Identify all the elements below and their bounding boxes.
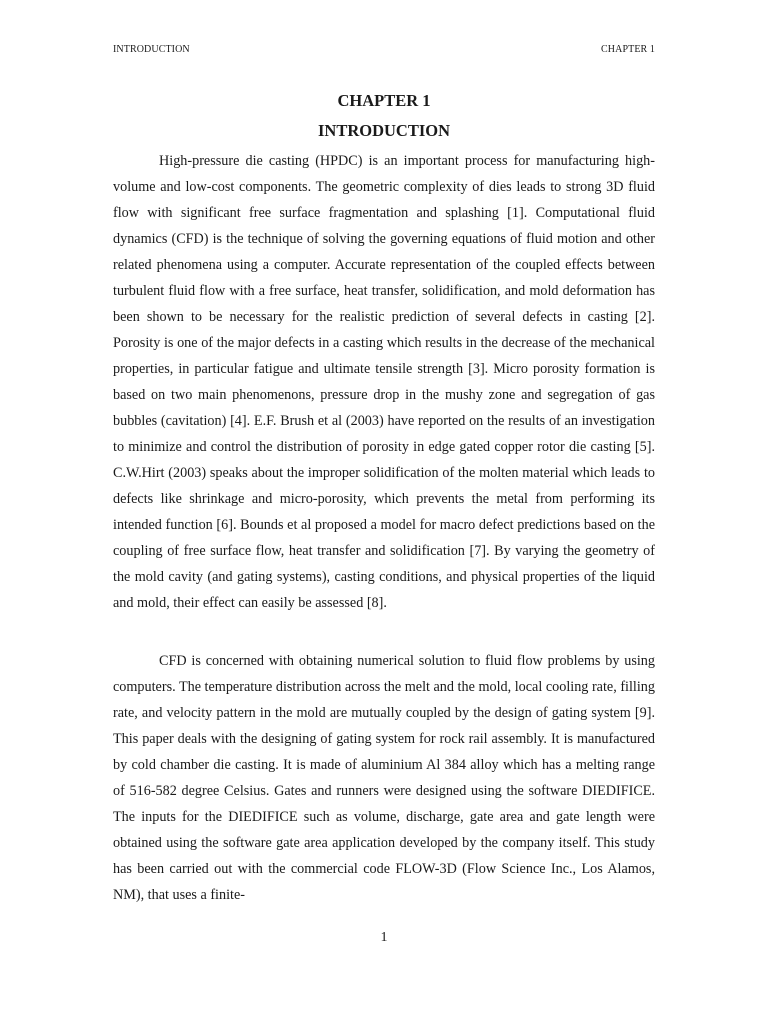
page-number: 1 xyxy=(380,930,388,945)
body-paragraph: High-pressure die casting (HPDC) is an important process for manufacturing high-volume and low-cost components. The geometric complexity of dies leads to strong 3D fluid flow with significant free surface fragmentation and splashing [1]. Computational fluid dynamics (CFD) is the technique of solving the governing equations of fluid motion and other related phenomena using a computer. Accurate representation of the coupled effects between turbulent fluid flow with a free surface, heat transfer, solidification, and mold deformation has been shown to be necessary for the realistic prediction of several defects in casting [2]. Porosity is one of the major defects in a casting which results in the decrease of the mechanical properties, in particular fatigue and ultimate tensile strength [3]. Micro porosity formation is based on two main phenomenons, pressure drop in the mushy zone and segregation of gas bubbles (cavitation) [4]. E.F. Brush et al (2003) have reported on the results of an investigation to minimize and control the distribution of porosity in edge gated copper rotor die casting [5]. C.W.Hirt (2003) speaks about the improper solidification of the molten material which leads to defects like shrinkage and micro-porosity, which prevents the metal from performing its intended function [6]. Bounds et al proposed a model for macro defect predictions based on the coupling of free surface flow, heat transfer and solidification [7]. By varying the geometry of the mold cavity (and gating systems), casting conditions, and physical properties of the liquid and mold, their effect can easily be assessed [8]. xyxy=(113,153,655,611)
chapter-title-heading: INTRODUCTION xyxy=(317,121,451,140)
body-paragraph: CFD is concerned with obtaining numerical solution to fluid flow problems by using computers. The temperature distribution across the melt and the mold, local cooling rate, filling rate, and velocity pattern in the mold are mutually coupled by the design of gating system [9]. This paper deals with the designing of gating system for rock rail assembly. It is manufactured by cold chamber die casting. It is made of aluminium Al 384 alloy which has a melting range of 516-582 degree Celsius. Gates and runners were designed using the software DIEDIFICE. The inputs for the DIEDIFICE such as volume, discharge, gate area and gate length were obtained using the software gate area application developed by the company itself. This study has been carried out with the commercial code FLOW-3D (Flow Science Inc., Los Alamos, NM), that uses a finite- xyxy=(113,653,655,903)
body-paragraph-block xyxy=(113,648,655,908)
running-header xyxy=(113,44,655,58)
header-section-title: INTRODUCTION xyxy=(113,44,190,55)
header-chapter-label: CHAPTER 1 xyxy=(601,44,655,55)
chapter-number-heading: CHAPTER 1 xyxy=(337,91,431,110)
body-paragraph-block xyxy=(113,148,655,616)
